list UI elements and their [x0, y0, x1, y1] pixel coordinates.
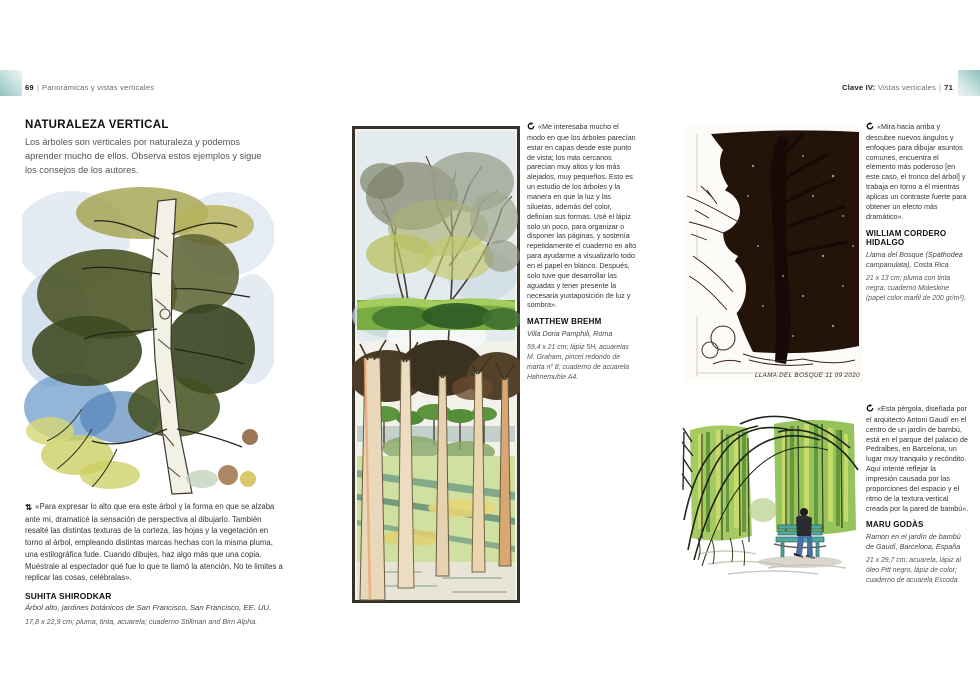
artist-name: SUHITA SHIRODKAR [25, 590, 112, 601]
corner-accent-right [958, 70, 980, 96]
handwritten-note: LLAMA DEL BOSQUE 11 09 2020 [755, 372, 860, 379]
caption-godas [866, 404, 969, 586]
artist-name: MARU GODÀS [866, 520, 924, 530]
work-materials: 17,8 x 22,9 cm; pluma, tinta, acuarela; cuaderno Stillman and Birn Alpha. [25, 616, 258, 626]
artist-name: WILLIAM CORDERO HIDALGO [866, 228, 947, 248]
quote-text: «Me interesaba mucho el modo en que los árboles parecían estar en capas desde este punto de vista; los más cercanos parecían muy altos y los más alejados, muy pequeños. Esto es un estudio de los árboles y la manera en que la luz y las siluetas, además del color, definían sus formas. Usé el lápiz solo un poco, para organizar o disponer las páginas, y sostenía repetidamente el cuaderno en alto para ayudarme a visualizarlo todo en el papel en blanco. Después, solo tuve que desarrollar las aguadas y tener presente la necesaria yuxtaposición de luz y sombra». [527, 122, 637, 310]
work-title: Villa Doria Pamphili, Roma [527, 328, 613, 338]
right-header-title: Vistas verticales [877, 83, 936, 92]
quote-text: «Esta pérgola, diseñada por el arquitecto Antoni Gaudí en el centro de un jardín de bambú, está en el parque del palacio de Pedralbes, en Barcelona, un lugar muy tranquilo y recóndito. Aquí intenté reflejar la impresión causada por las proporciones del espacio y el ritmo de la textura vertical creada por la pared de bambú». [866, 404, 969, 513]
artist-quote [527, 122, 637, 310]
rotate-icon [527, 122, 535, 133]
tall-watercolor-illustration [352, 126, 520, 603]
rotate-icon [866, 122, 874, 133]
work-materials: 21 x 13 cm; pluma con tinta negra; cuaderno Moleskine (papel color marfil de 200 gr/m²). [866, 274, 966, 302]
section-heading: NATURALEZA VERTICAL [25, 119, 169, 131]
left-page-number: 69 [25, 83, 34, 92]
artwork-brehm-pines [352, 126, 520, 603]
header-separator: | [938, 83, 942, 92]
work-title: Llama del Bosque (Spathodea campanulata), Costa Rica [866, 249, 963, 269]
left-page-header [25, 83, 154, 92]
artist-quote [866, 122, 969, 222]
left-header-title: Panorámicas y vistas verticales [42, 83, 155, 92]
caption-brehm [527, 122, 637, 383]
quote-text: «Mira hacia arriba y descubre nuevos ángulos y enfoques para dibujar asuntos comunes, encuentra el elemento más poderoso [en este caso, el tronco del árbol] y trabaja en torno a él mientras aplicas un contraste fuerte para obtener un efecto más dramático». [866, 122, 967, 221]
right-page-header [842, 83, 953, 92]
work-materials: 59,4 x 21 cm; lápiz 5H, acuarelas M. Graham, pincel redondo de marta nº 8; cuaderno de acuarela Hahnemuhle A4. [527, 344, 630, 381]
work-title: Árbol alto, jardines botánicos de San Francisco, San Francisco, EE. UU. [25, 602, 272, 612]
artist-name: MATTHEW BREHM [527, 317, 602, 327]
watercolor-tree-illustration [22, 179, 274, 497]
right-page-number: 71 [944, 83, 953, 92]
quote-text: «Para expresar lo alto que era este árbol y la forma en que se alzaba ante mí, dramaticé la sensación de perspectiva al dibujarlo. También resalté las distintas texturas de la corteza, las hojas y la vegetación en torno al árbol, empleando distintas marcas hechas con la misma pluma, una estilográfica fude. Cuando dibujes, haz algo más que una copia. Muéstrale al espectador qué fue lo que te llamó la atención. No te limites a replicar las cosas, celébralas». [25, 502, 283, 583]
work-materials: 21 x 29,7 cm; acuarela, lápiz al óleo Pitt negro, lápiz de color; cuaderno de acuarela Escoda. [866, 557, 961, 585]
ink-tree-illustration [683, 126, 862, 382]
rotate-icon [866, 404, 874, 415]
right-header-chapter: Clave IV: [842, 83, 876, 92]
artwork-shirodkar-tree [22, 179, 274, 497]
caption-cordero [866, 122, 969, 304]
artist-quote [866, 404, 969, 513]
caption-shirodkar [25, 501, 287, 627]
work-title: Ramon en el jardín de bambú de Gaudí, Barcelona, España [866, 532, 961, 552]
bamboo-watercolor-illustration [678, 398, 864, 584]
artwork-cordero-ink-tree [683, 126, 862, 382]
header-separator: | [36, 83, 40, 92]
artist-quote [25, 501, 287, 584]
section-intro: Los árboles son verticales por naturaleza y podemos aprender mucho de ellos. Observa estos ejemplos y sigue los consejos de los autores. [25, 137, 262, 175]
artwork-godas-bamboo [678, 398, 864, 584]
flip-vertical-icon: ⇅ [25, 502, 33, 512]
corner-accent-left [0, 70, 22, 96]
